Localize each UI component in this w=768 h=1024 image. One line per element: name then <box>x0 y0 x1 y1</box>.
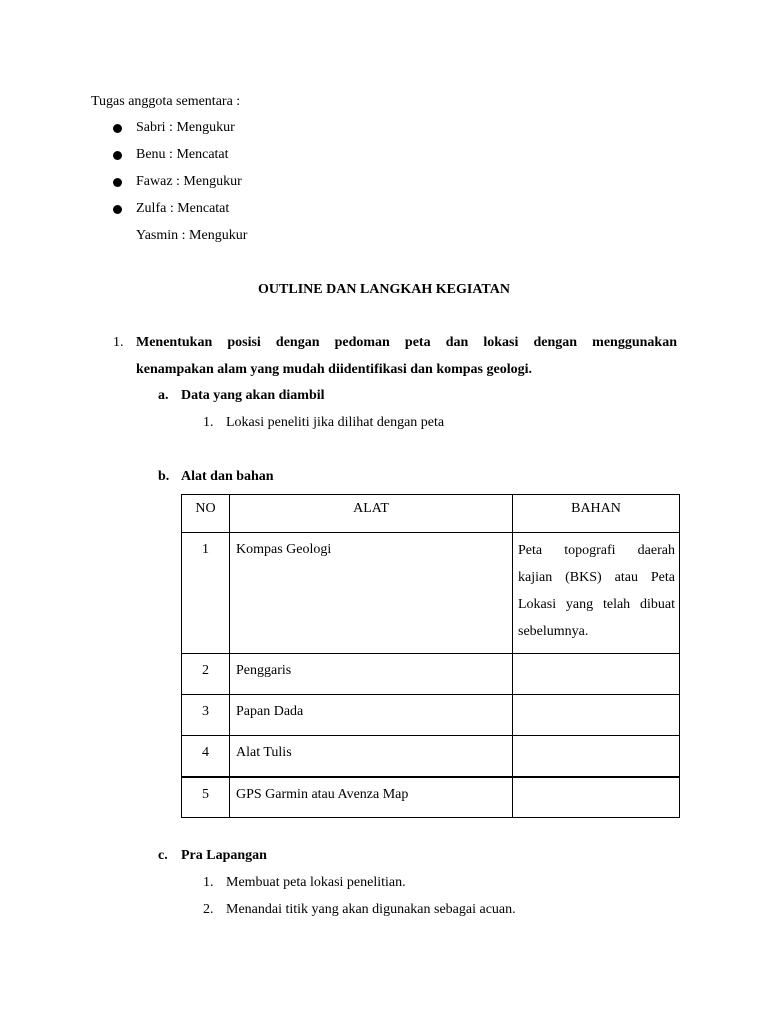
list-number: 1. <box>203 875 214 890</box>
cell-no: 3 <box>182 695 230 736</box>
cell-bahan <box>513 533 680 654</box>
table-row <box>182 654 680 695</box>
list-item: Menandai titik yang akan digunakan sebagai acuan. <box>226 902 516 917</box>
cell-alat: Penggaris <box>230 654 513 695</box>
table-row <box>182 777 680 818</box>
step1-line1: Menentukan posisi dengan pedoman peta dan lokasi dengan menggunakan <box>136 335 677 350</box>
member-item: Yasmin : Mengukur <box>136 228 248 243</box>
table-row <box>182 533 680 654</box>
table-row <box>182 736 680 777</box>
sub-c-title: Pra Lapangan <box>181 848 267 863</box>
bullet-icon <box>113 124 122 133</box>
list-number: 1. <box>203 415 214 430</box>
bullet-icon <box>113 151 122 160</box>
sub-b-title: Alat dan bahan <box>181 469 274 484</box>
tools-table <box>181 494 680 818</box>
cell-bahan <box>513 736 680 777</box>
member-item: Zulfa : Mencatat <box>136 201 230 216</box>
section-title: OUTLINE DAN LANGKAH KEGIATAN <box>258 282 510 297</box>
member-item: Sabri : Mengukur <box>136 120 235 135</box>
cell-bahan <box>513 695 680 736</box>
member-item: Fawaz : Mengukur <box>136 174 242 189</box>
sub-c-letter: c. <box>158 848 168 863</box>
cell-no: 1 <box>182 533 230 654</box>
list-item: Membuat peta lokasi penelitian. <box>226 875 406 890</box>
cell-alat: GPS Garmin atau Avenza Map <box>230 777 513 818</box>
cell-alat: Kompas Geologi <box>230 533 513 654</box>
step1-line2: kenampakan alam yang mudah diidentifikasi dan kompas geologi. <box>136 362 532 377</box>
cell-no: 5 <box>182 777 230 818</box>
bullet-icon <box>113 205 122 214</box>
cell-bahan <box>513 654 680 695</box>
sub-b-letter: b. <box>158 469 170 484</box>
cell-bahan <box>513 777 680 818</box>
header-alat: ALAT <box>230 495 513 533</box>
intro-heading: Tugas anggota sementara : <box>91 94 241 109</box>
header-no: NO <box>182 495 230 533</box>
sub-a-title: Data yang akan diambil <box>181 388 325 403</box>
step-number: 1. <box>113 335 124 350</box>
bahan-text: Peta topografi daerah kajian (BKS) atau Peta Lokasi yang telah dibuat sebelumnya. <box>518 543 675 639</box>
header-bahan: BAHAN <box>513 495 680 533</box>
bullet-icon <box>113 178 122 187</box>
cell-no: 2 <box>182 654 230 695</box>
cell-alat: Alat Tulis <box>230 736 513 777</box>
sub-a-letter: a. <box>158 388 169 403</box>
list-item: Lokasi peneliti jika dilihat dengan peta <box>226 415 445 430</box>
table-row <box>182 695 680 736</box>
cell-alat: Papan Dada <box>230 695 513 736</box>
member-item: Benu : Mencatat <box>136 147 229 162</box>
table-header-row <box>182 495 680 533</box>
cell-no: 4 <box>182 736 230 777</box>
list-number: 2. <box>203 902 214 917</box>
